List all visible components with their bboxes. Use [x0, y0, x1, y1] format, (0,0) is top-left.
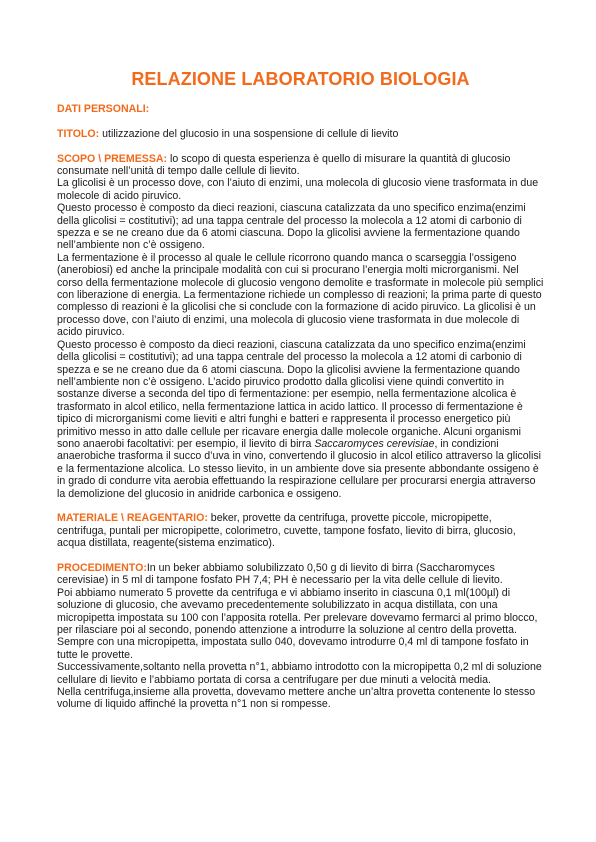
procedure-section: [57, 562, 544, 711]
fermentation-detail-text-a: Questo processo è composto da dieci reazioni, ciascuna catalizzata da uno specifico enzima(enzimi della glicolisi = costitutivi); ad una tappa centrale del processo la molecola a 12 atomi di carbonio di spezza e se ne creano due da 6 atomi ciascuna. Dopo la glicolisi avviene la fermentazione quando nell’ambiente non c’è ossigeno. L’acido piruvico prodotto dalla glicolisi viene quindi convertito in sostanze diverse a seconda del tipo di fermentazione: per esempio, nella fermentazione alcolica è trasformato in alcol etilico, nella fermentazione lattica in acido lattico. Il processo di fermentazione è tipico di microrganismi come lieviti e altri funghi e batteri e rappresenta il processo energetico più primitivo messo in atto dalle cellule per ricavare energia dalle molecole organiche. Alcuni organismi sono anaerobi facoltativi: per esempio, il lievito di birra: [57, 338, 526, 450]
purpose-section: [57, 153, 544, 500]
fermentation-detail-text-b: , in condizioni anaerobiche trasforma il succo d’uva in vino, convertendo il glucosio in alcol etilico attraverso la glicolisi e la fermentazione alcolica. Lo stesso lievito, in un ambiente dove sia presente abbondante ossigeno è in grado di condurre vita aerobia effettuando la respirazione cellulare per procurarsi energia attraverso la demolizione del glucosio in anidride carbonica e ossigeno.: [57, 437, 542, 500]
procedure-step-5: Nella centrifuga,insieme alla provetta, dovevamo mettere anche un’altra provetta contenente lo stesso volume di liquido affinché la provetta n°1 non si rompesse.: [57, 686, 536, 711]
personal-data-section: [57, 103, 544, 115]
purpose-text: lo scopo di questa esperienza è quello di misurare la quantità di glucosio consumate nell’unità di tempo dalle cellule di lievito.: [57, 152, 511, 177]
procedure-label: PROCEDIMENTO:: [57, 561, 147, 574]
spacer: [57, 550, 544, 562]
title-section: [57, 128, 544, 140]
title-label: TITOLO:: [57, 127, 100, 140]
materials-section: [57, 512, 544, 549]
report-title: RELAZIONE LABORATORIO BIOLOGIA: [131, 69, 470, 89]
procedure-step-3: Sempre con una micropipetta, impostata sullo 040, dovevamo introdurre 0,4 ml di tampone fosfato in tutte le provette.: [57, 636, 529, 661]
spacer: [57, 140, 544, 152]
fermentation-detail-paragraph: [57, 339, 544, 500]
species-name: Saccaromyces cerevisiae: [314, 437, 435, 450]
materials-text: beker, provette da centrifuga, provette piccole, micropipette, centrifuga, puntali per micropipette, colorimetro, cuvette, tampone fosfato, lievito di birra, glucosio, acqua distillata, reagente(sistema enzimatico).: [57, 512, 516, 550]
materials-label: MATERIALE \ REAGENTARIO:: [57, 512, 208, 525]
purpose-paragraph: [57, 153, 544, 178]
title-text: utilizzazione del glucosio in una sospensione di cellule di lievito: [99, 127, 399, 140]
procedure-paragraph: [57, 562, 544, 587]
fermentation-paragraph: La fermentazione è il processo al quale le cellule ricorrono quando manca o scarseggia l’ossigeno (anerobiosi) ed anche la principale modalità con cui si procurano l’energia molti microrganismi. Nel corso della fermentazione molecole di glucosio vengono demolite e trasformate in molecole più semplici con liberazione di energia. La fermentazione richiede un complesso di reazioni; la prima parte di questo complesso di reazioni è la glicolisi che si conclude con la formazione di acido piruvico. La glicolisi è un processo dove, con l’aiuto di enzimi, una molecola di glucosio viene trasformata in due molecole di acido piruvico.: [57, 251, 544, 339]
personal-data-label: DATI PERSONALI:: [57, 103, 150, 115]
glycolysis-paragraph: La glicolisi è un processo dove, con l’aiuto di enzimi, una molecola di glucosio viene trasformata in due molecole di acido piruvico.: [57, 177, 539, 202]
procedure-text: In un beker abbiamo solubilizzato 0,50 g di lievito di birra (Saccharomyces cerevisiae) in 5 ml di tampone fosfato PH 7,4; PH è necessario per la vita delle cellule di lievito.: [57, 561, 503, 587]
reactions-paragraph: Questo processo è composto da dieci reazioni, ciascuna catalizzata da uno specifico enzima(enzimi della glicolisi = costitutivi); ad una tappa centrale del processo la molecola a 12 atomi di carbonio di spezza e se ne creano due da 6 atomi ciascuna. Dopo la glicolisi avviene la fermentazione quando nell’ambiente non c’è ossigeno.: [57, 202, 526, 252]
spacer: [57, 500, 544, 512]
procedure-step-4: Successivamente,soltanto nella provetta n°1, abbiamo introdotto con la micropipetta 0,2 ml di soluzione cellulare di lievito e l’abbiamo portata di corsa a centrifugare per due minuti a velocità media.: [57, 661, 542, 686]
spacer: [57, 115, 544, 127]
purpose-label: SCOPO \ PREMESSA:: [57, 152, 168, 165]
procedure-step-2: Poi abbiamo numerato 5 provette da centrifuga e vi abbiamo inserito in ciascuna 0,1 ml(100µl) di soluzione di glucosio, che avevamo precedentemente solubilizzato in acqua distillata, con una micropipetta impostata su 100 con l’apposita rotella. Per prelevare dovevamo fermarci al primo blocco, per rilasciare poi al secondo, ponendo attenzione a introdurre la soluzione al centro della provetta.: [57, 586, 538, 636]
